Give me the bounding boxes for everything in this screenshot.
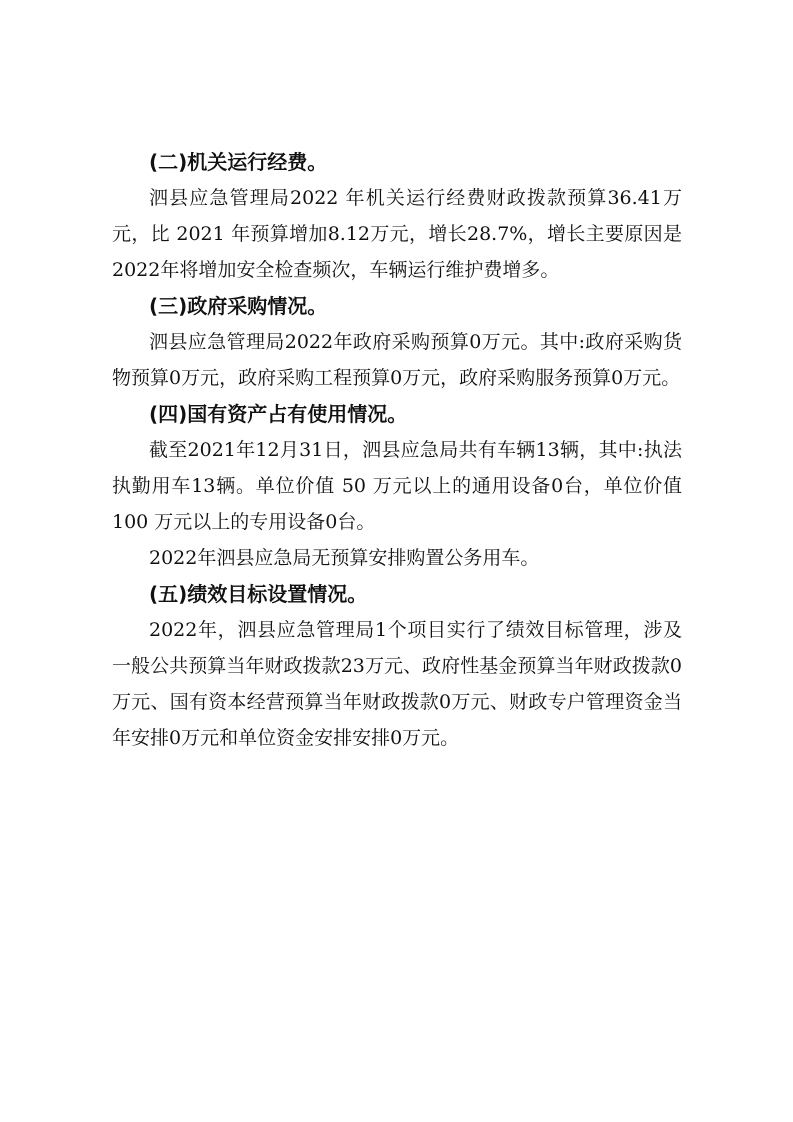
section-heading-state-assets: (四)国有资产占有使用情况。 (149, 402, 408, 426)
document-body (112, 144, 682, 756)
paragraph-operating-costs: 泗县应急管理局2022 年机关运行经费财政拨款预算36.41万元，比 2021 年预算增加8.12万元，增长28.7%，增长主要原因是2022年将增加安全检查频次，车辆运行维护费增多。 (112, 187, 682, 281)
paragraph-procurement: 泗县应急管理局2022年政府采购预算0万元。其中:政府采购货物预算0万元，政府采购工程预算0万元，政府采购服务预算0万元。 (112, 331, 682, 389)
section-heading-performance-goals: (五)绩效目标设置情况。 (149, 582, 368, 606)
paragraph-vehicle-purchase: 2022年泗县应急局无预算安排购置公务用车。 (149, 547, 540, 569)
section-heading-procurement: (三)政府采购情况。 (149, 294, 328, 318)
section-heading-operating-costs: (二)机关运行经费。 (149, 150, 328, 174)
paragraph-state-assets: 截至2021年12月31日，泗县应急局共有车辆13辆，其中:执法执勤用车13辆。单位价值 50 万元以上的通用设备0台，单位价值 100 万元以上的专用设备0台。 (112, 439, 682, 533)
paragraph-performance-goals: 2022年，泗县应急管理局1个项目实行了绩效目标管理，涉及一般公共预算当年财政拨款23万元、政府性基金预算当年财政拨款0万元、国有资本经营预算当年财政拨款0万元、财政专户管理资金当年安排0万元和单位资金安排安排0万元。 (112, 619, 682, 749)
